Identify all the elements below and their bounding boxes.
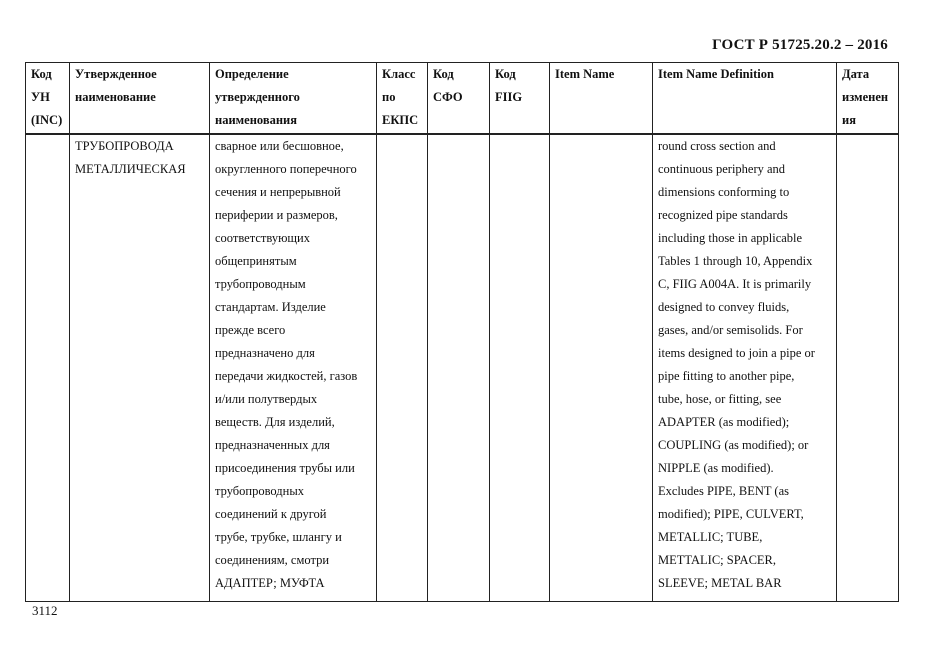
- cell-text-line: прежде всего: [215, 323, 286, 337]
- cell-text-line: стандартам. Изделие: [215, 300, 326, 314]
- column-header-approved-name: [70, 63, 210, 135]
- cell-text-line: METALLIC; TUBE,: [658, 530, 763, 544]
- cell-text-line: соединениям, смотри: [215, 553, 330, 567]
- header-text-line: Код: [433, 67, 454, 81]
- cell-text-line: modified); PIPE, CULVERT,: [658, 507, 804, 521]
- cell-text-line: continuous periphery and: [658, 162, 786, 176]
- cell-text-line: gases, and/or semisolids. For: [658, 323, 803, 337]
- cell-text-line: COUPLING (as modified); or: [658, 438, 809, 452]
- cell-text-line: NIPPLE (as modified).: [658, 461, 774, 475]
- cell-text-line: dimensions conforming to: [658, 185, 790, 199]
- column-header-item-name-def: [653, 63, 837, 135]
- cell-approved-name: [70, 134, 210, 602]
- cell-change-date: [837, 134, 899, 602]
- catalog-table: [25, 62, 899, 602]
- cell-sfo: [428, 134, 490, 602]
- cell-text-line: соединений к другой: [215, 507, 327, 521]
- cell-item-name: [550, 134, 653, 602]
- cell-text-line: сечения и непрерывной: [215, 185, 341, 199]
- cell-text-line: сварное или бесшовное,: [215, 139, 344, 153]
- cell-text-line: передачи жидкостей, газов: [215, 369, 358, 383]
- cell-text-line: округленного поперечного: [215, 162, 357, 176]
- header-text-line: утвержденного: [215, 90, 300, 104]
- cell-text-line: веществ. Для изделий,: [215, 415, 335, 429]
- cell-text-line: METTALIC; SPACER,: [658, 553, 776, 567]
- header-text-line: наименования: [215, 113, 298, 127]
- document-standard-code: ГОСТ Р 51725.20.2 – 2016: [712, 37, 888, 53]
- header-text-line: по: [382, 90, 396, 104]
- table-header-row: [26, 63, 899, 135]
- cell-item-name-def: [653, 134, 837, 602]
- column-header-ekps: [377, 63, 428, 135]
- column-header-definition: [210, 63, 377, 135]
- cell-text-line: предназначено для: [215, 346, 315, 360]
- cell-ekps: [377, 134, 428, 602]
- cell-fiig: [490, 134, 550, 602]
- header-text-line: Определение: [215, 67, 289, 81]
- header-text-line: наименование: [75, 90, 156, 104]
- cell-text-line: recognized pipe standards: [658, 208, 788, 222]
- header-text-line: УН: [31, 90, 50, 104]
- column-header-fiig: [490, 63, 550, 135]
- header-text-line: ия: [842, 113, 856, 127]
- cell-text-line: SLEEVE; METAL BAR: [658, 576, 782, 590]
- cell-text-line: соответствующих: [215, 231, 310, 245]
- cell-text-line: и/или полутвердых: [215, 392, 318, 406]
- cell-text-line: including those in applicable: [658, 231, 803, 245]
- cell-text-line: предназначенных для: [215, 438, 330, 452]
- cell-text-line: Tables 1 through 10, Appendix: [658, 254, 813, 268]
- cell-definition: [210, 134, 377, 602]
- cell-text-line: ADAPTER (as modified);: [658, 415, 790, 429]
- cell-text-line: items designed to join a pipe or: [658, 346, 815, 360]
- header-text-line: Код: [495, 67, 516, 81]
- header-text-line: FIIG: [495, 90, 523, 104]
- table-row: [26, 134, 899, 602]
- cell-text-line: общепринятым: [215, 254, 297, 268]
- cell-text-line: МЕТАЛЛИЧЕСКАЯ: [75, 162, 186, 176]
- cell-inc: [26, 134, 70, 602]
- header-text-line: ЕКПС: [382, 113, 419, 127]
- column-header-sfo: [428, 63, 490, 135]
- header-text-line: Класс: [382, 67, 416, 81]
- cell-text-line: трубопроводным: [215, 277, 306, 291]
- cell-text-line: pipe fitting to another pipe,: [658, 369, 795, 383]
- header-text-line: Дата: [842, 67, 870, 81]
- cell-text-line: присоединения трубы или: [215, 461, 355, 475]
- header-text-line: (INC): [31, 113, 63, 127]
- cell-text-line: ТРУБОПРОВОДА: [75, 139, 174, 153]
- column-header-inc: [26, 63, 70, 135]
- cell-text-line: tube, hose, or fitting, see: [658, 392, 782, 406]
- header-text-line: Item Name: [555, 67, 615, 81]
- header-text-line: Утвержденное: [75, 67, 157, 81]
- header-text-line: изменен: [842, 90, 889, 104]
- column-header-change-date: [837, 63, 899, 135]
- cell-text-line: round cross section and: [658, 139, 776, 153]
- cell-text-line: трубе, трубке, шлангу и: [215, 530, 342, 544]
- header-text-line: СФО: [433, 90, 463, 104]
- cell-text-line: трубопроводных: [215, 484, 304, 498]
- header-text-line: Код: [31, 67, 52, 81]
- header-text-line: Item Name Definition: [658, 67, 774, 81]
- page-number: 3112: [32, 603, 58, 618]
- cell-text-line: периферии и размеров,: [215, 208, 338, 222]
- cell-text-line: Excludes PIPE, BENT (as: [658, 484, 790, 498]
- column-header-item-name: [550, 63, 653, 135]
- cell-text-line: designed to convey fluids,: [658, 300, 790, 314]
- cell-text-line: C, FIIG A004A. It is primarily: [658, 277, 812, 291]
- cell-text-line: АДАПТЕР; МУФТА: [215, 576, 325, 590]
